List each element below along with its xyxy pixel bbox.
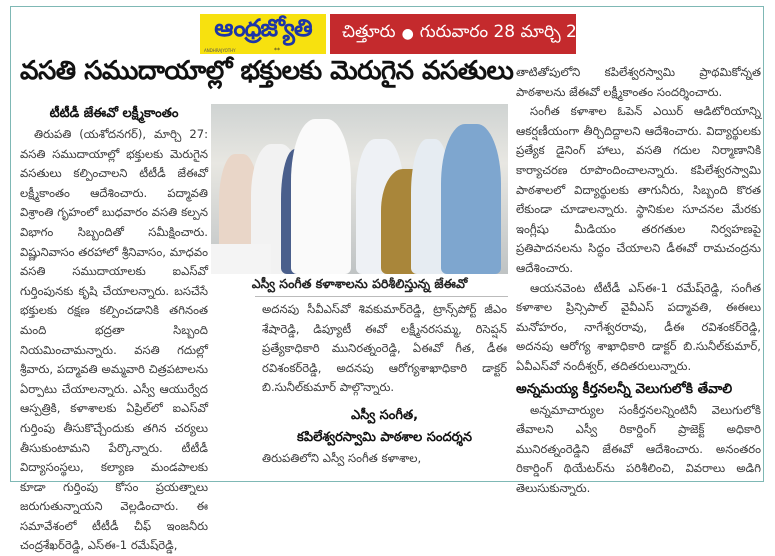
- column-3-paragraph-2: సంగీత కళాశాల ఓపెన్ ఎయిర్ ఆడిటోరియాన్ని ఆకర్షణీయంగా తీర్చిదిద్దాలని ఆదేశించారు. విద్యార్థులకు ప్రత్యేక డైనింగ్ హాలు, వసతి గదుల నిర్మాణానికి కార్యాచరణ రూపొందించాలన్నారు. కపిలేశ్వరస్వామి పాఠశాలలో విద్యార్థులకు తాగునీరు, సిబ్బంది కొరత లేకుండా చూడాలన్నారు. స్థానికుల సూచనల మేరకు ఇంగ్లీషు మీడియం తరగతుల నిర్వహణపై ప్రతిపాదనలను సిద్ధం చేయాలని డీఈవో రామచంద్రను ఆదేశించారు.: [516, 104, 761, 275]
- column-1-paragraph: తిరుపతి (యశోదనగర్), మార్చి 27: వసతి సముదాయాల్లో భక్తులకు మెరుగైన వసతులు కల్పించాలని టీటీడీ జేఈవో లక్ష్మీకాంతం ఆదేశించారు. పద్మావతి విశ్రాంతి గృహంలో బుధవారం వసతి కల్పన విభాగం సిబ్బందితో సమీక్షించారు. విష్ణునివాసం తరహాలో శ్రీనివాసం, మాధవం వసతి సముదాయాలకు ఐఎస్‌వో గుర్తింపునకు కృషి చేయాలన్నారు. బసచేసే భక్తులకు రక్షణ కల్పించడానికి తగినంత మంది భద్రతా సిబ్బంది నియమించామన్నారు. వసతి గదుల్లో శ్రీవారు, పద్మావతి అమ్మవారి చిత్రపటాలను ఏర్పాటు చేయాలన్నారు. ఎస్వీ ఆయుర్వేద ఆస్పత్రికి, కళాశాలకు ఏప్రిల్‌లో ఐఎస్‌వో గుర్తింపు తీసుకొచ్చేందుకు తగిన చర్యలు తీసుకుంటామని పేర్కొన్నారు. టీటీడీ విద్యాసంస్థలు, కల్యాణ మండపాలకు కూడా గుర్తింపు కోసం ప్రయత్నాలు జరుగుతున్నాయని వెల్లడించారు. ఈ సమావేశంలో టీటీడీ చీఫ్ ఇంజనీరు చంద్రశేఖర్‌రెడ్డి, ఎస్‌ఈ-1 రమేష్‌రెడ్డి,: [20, 127, 208, 553]
- publication-date: గురువారం 28 మార్చి 2019: [419, 22, 610, 42]
- logo-subtext: ANDHRAJYOTHY: [204, 48, 236, 53]
- column-2-paragraph: అదనపు సీవీఎస్‌వో శివకుమార్‌రెడ్డి, ట్రాన్స్‌పోర్ట్ జీఎం శేషారెడ్డి, డిప్యూటీ ఈవో లక్ష్మీనరసమ్మ, రిసెప్షన్ ప్రత్యేకాధికారి మునిరత్నంరెడ్డి, ఏఈవో గీత, డీఈ రవిశంకర్‌రెడ్డి, అదనపు ఆరోగ్యశాఖాధికారి డాక్టర్ బి.సునీల్‌కుమార్ పాల్గొన్నారు.: [262, 302, 507, 395]
- bullet-icon: ●: [401, 26, 414, 42]
- section-school-visit: [262, 405, 507, 469]
- section-school-visit-text: తిరుపతిలోని ఎస్వీ సంగీత కళాశాల,: [262, 451, 422, 465]
- article-photo: [211, 104, 508, 274]
- article-headline: వసతి సముదాయాల్లో భక్తులకు మెరుగైన వసతులు: [20, 56, 514, 86]
- article-column-3: [516, 63, 761, 498]
- newspaper-logo: [200, 14, 326, 54]
- column-3-paragraph-1: తాటితోపులోని కపిలేశ్వరస్వామి ప్రాథమికోన్నత పాఠశాలను జేఈవో లక్ష్మీకాంతం సందర్శించారు.: [516, 65, 761, 99]
- logo-text: ఆంధ్రజ్యోతి: [214, 14, 312, 42]
- logo-stars: **: [274, 47, 280, 54]
- section-school-visit-title-2: కపిలేశ్వరస్వామి పాఠశాల సందర్శన: [297, 430, 472, 445]
- edition-name: చిత్తూరు: [342, 22, 396, 42]
- article-subheadline: టీటీడీ జేఈవో లక్ష్మీకాంతం: [49, 106, 179, 121]
- dateline: [330, 14, 610, 54]
- masthead: [200, 14, 610, 54]
- column-3-paragraph-3: ఆయనవెంట టీటీడీ ఎస్‌ఈ-1 రమేష్‌రెడ్డి, సంగీత కళాశాల ప్రిన్సిపాల్ వైవీఎస్ పద్మావతి, ఈఈలు మనోహరం, నాగేశ్వరరావు, డీఈ రవిశంకర్‌రెడ్డి, అదనపు ఆరోగ్య శాఖాధికారి డాక్టర్ బి.సునీల్‌కుమార్, ఏవీఎస్‌వో నందీశ్వర్, తదితరులున్నారు.: [516, 280, 761, 373]
- section-annamayya-text: అన్నమాచార్యుల సంకీర్తనలన్నింటినీ వెలుగులోకి తేవాలని ఎస్వీ రికార్డింగ్ ప్రాజెక్ట్ అధికారి మునిరత్నంరెడ్డిని జేఈవో ఆదేశించారు. అనంతరం రికార్డింగ్ థియేటర్‌ను పరిశీలించి, వివరాలు అడిగి తెలుసుకున్నారు.: [516, 402, 761, 495]
- section-school-visit-title-1: ఎస్వీ సంగీత,: [350, 408, 419, 423]
- article-column-2: [262, 300, 507, 398]
- article-column-1: [20, 103, 208, 556]
- caption-divider: [255, 296, 508, 297]
- photo-caption: ఎస్వీ సంగీత కళాశాలను పరిశీలిస్తున్న జేఈవో: [251, 276, 468, 291]
- section-annamayya-title: అన్నమయ్య కీర్తనలన్నీ వెలుగులోకి తేవాలి: [516, 380, 733, 397]
